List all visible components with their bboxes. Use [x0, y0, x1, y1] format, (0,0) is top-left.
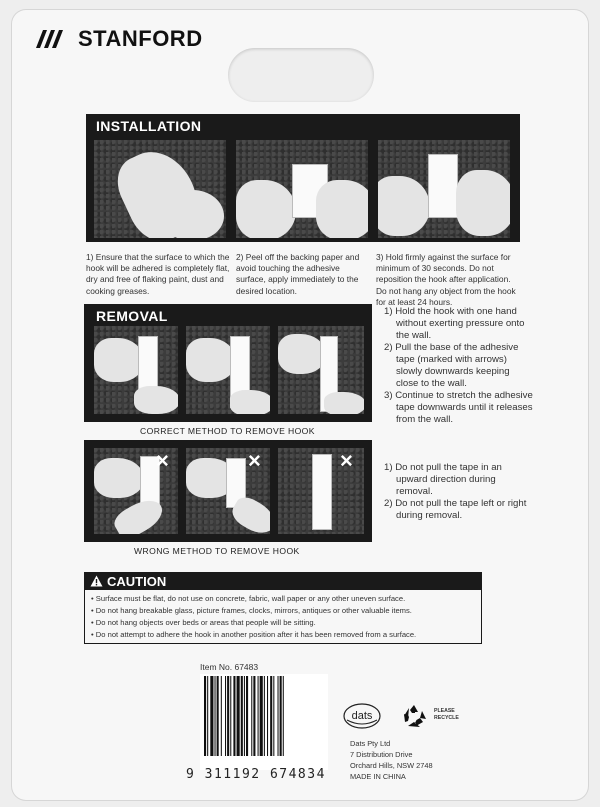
caution-title: CAUTION: [107, 573, 167, 589]
company-name: Dats Pty Ltd: [350, 739, 391, 748]
correct-method-caption: CORRECT METHOD TO REMOVE HOOK: [140, 426, 315, 436]
caution-list: [84, 590, 482, 644]
install-photo-1: [94, 140, 226, 238]
wrong-x-icon: ×: [248, 448, 261, 473]
dats-logo-icon: [343, 702, 381, 730]
company-address: [350, 738, 433, 782]
stanford-stripes-icon: [36, 30, 70, 48]
removal-wrong-photo-2: [186, 448, 270, 534]
install-photo-3: [378, 140, 510, 238]
removal-correct-photo-3: [278, 326, 364, 414]
svg-text:dats: dats: [351, 710, 373, 722]
brand-name: STANFORD: [78, 26, 203, 51]
installation-title: INSTALLATION: [96, 118, 202, 134]
caution-item: • Surface must be flat, do not use on concrete, fabric, wall paper or any other uneven surface.: [91, 593, 475, 605]
removal-wrong-step-1: 1) Do not pull the tape in an upward direction during removal.: [384, 462, 502, 497]
install-step-1: 1) Ensure that the surface to which the hook will be adhered is completely flat, dry and free of flaking paint, dust and cooking greases.: [86, 252, 230, 296]
install-step-2: 2) Peel off the backing paper and avoid touching the adhesive surface, apply immediately to the desired location.: [236, 252, 360, 296]
barcode-bars: [204, 676, 324, 756]
caution-item: • Do not attempt to adhere the hook in another position after it has been removed from a surface.: [91, 629, 475, 641]
warning-triangle-icon: [90, 575, 103, 587]
install-photo-2: [236, 140, 368, 238]
hang-hole: [228, 48, 374, 102]
wrong-x-icon: ×: [156, 448, 169, 473]
brand-logo: [36, 26, 203, 52]
item-number: Item No. 67483: [200, 662, 259, 672]
removal-wrong-step-2: 2) Do not pull the tape left or right during removal.: [384, 498, 527, 521]
recycle-label: [434, 708, 459, 722]
caution-item: • Do not hang breakable glass, picture frames, clocks, mirrors, antiques or other valuable items.: [91, 605, 475, 617]
removal-correct-photo-2: [186, 326, 270, 414]
removal-correct-step-3: 3) Continue to stretch the adhesive tape downwards until it releases from the wall.: [384, 390, 533, 425]
removal-wrong-steps: [384, 462, 534, 522]
wrong-x-icon: ×: [340, 448, 353, 473]
barcode-number: 9 311192 674834: [186, 767, 326, 782]
caution-item: • Do not hang objects over beds or areas that people will be sitting.: [91, 617, 475, 629]
recycle-icon: [400, 702, 428, 730]
removal-correct-photo-1: [94, 326, 178, 414]
removal-wrong-photo-3: [278, 448, 364, 534]
recycle-label-line2: RECYCLE: [434, 715, 459, 721]
barcode: [200, 674, 328, 770]
removal-correct-step-1: 1) Hold the hook with one hand without exerting pressure onto the wall.: [384, 306, 525, 341]
caution-header: [84, 572, 482, 590]
removal-wrong-photo-1: [94, 448, 178, 534]
recycle-label-line1: PLEASE: [434, 708, 455, 714]
country-of-origin: MADE IN CHINA: [350, 772, 406, 781]
install-step-3: 3) Hold firmly against the surface for minimum of 30 seconds. Do not reposition the hook after application. Do not hang any object from the hook for at least 24 hours.: [376, 252, 516, 307]
removal-title: REMOVAL: [96, 308, 168, 324]
wrong-method-caption: WRONG METHOD TO REMOVE HOOK: [134, 546, 300, 556]
company-street: 7 Distribution Drive: [350, 750, 413, 759]
removal-correct-step-2: 2) Pull the base of the adhesive tape (marked with arrows) slowly downwards keeping close to the wall.: [384, 342, 519, 389]
company-city: Orchard Hills, NSW 2748: [350, 761, 433, 770]
removal-correct-steps: [384, 306, 534, 426]
